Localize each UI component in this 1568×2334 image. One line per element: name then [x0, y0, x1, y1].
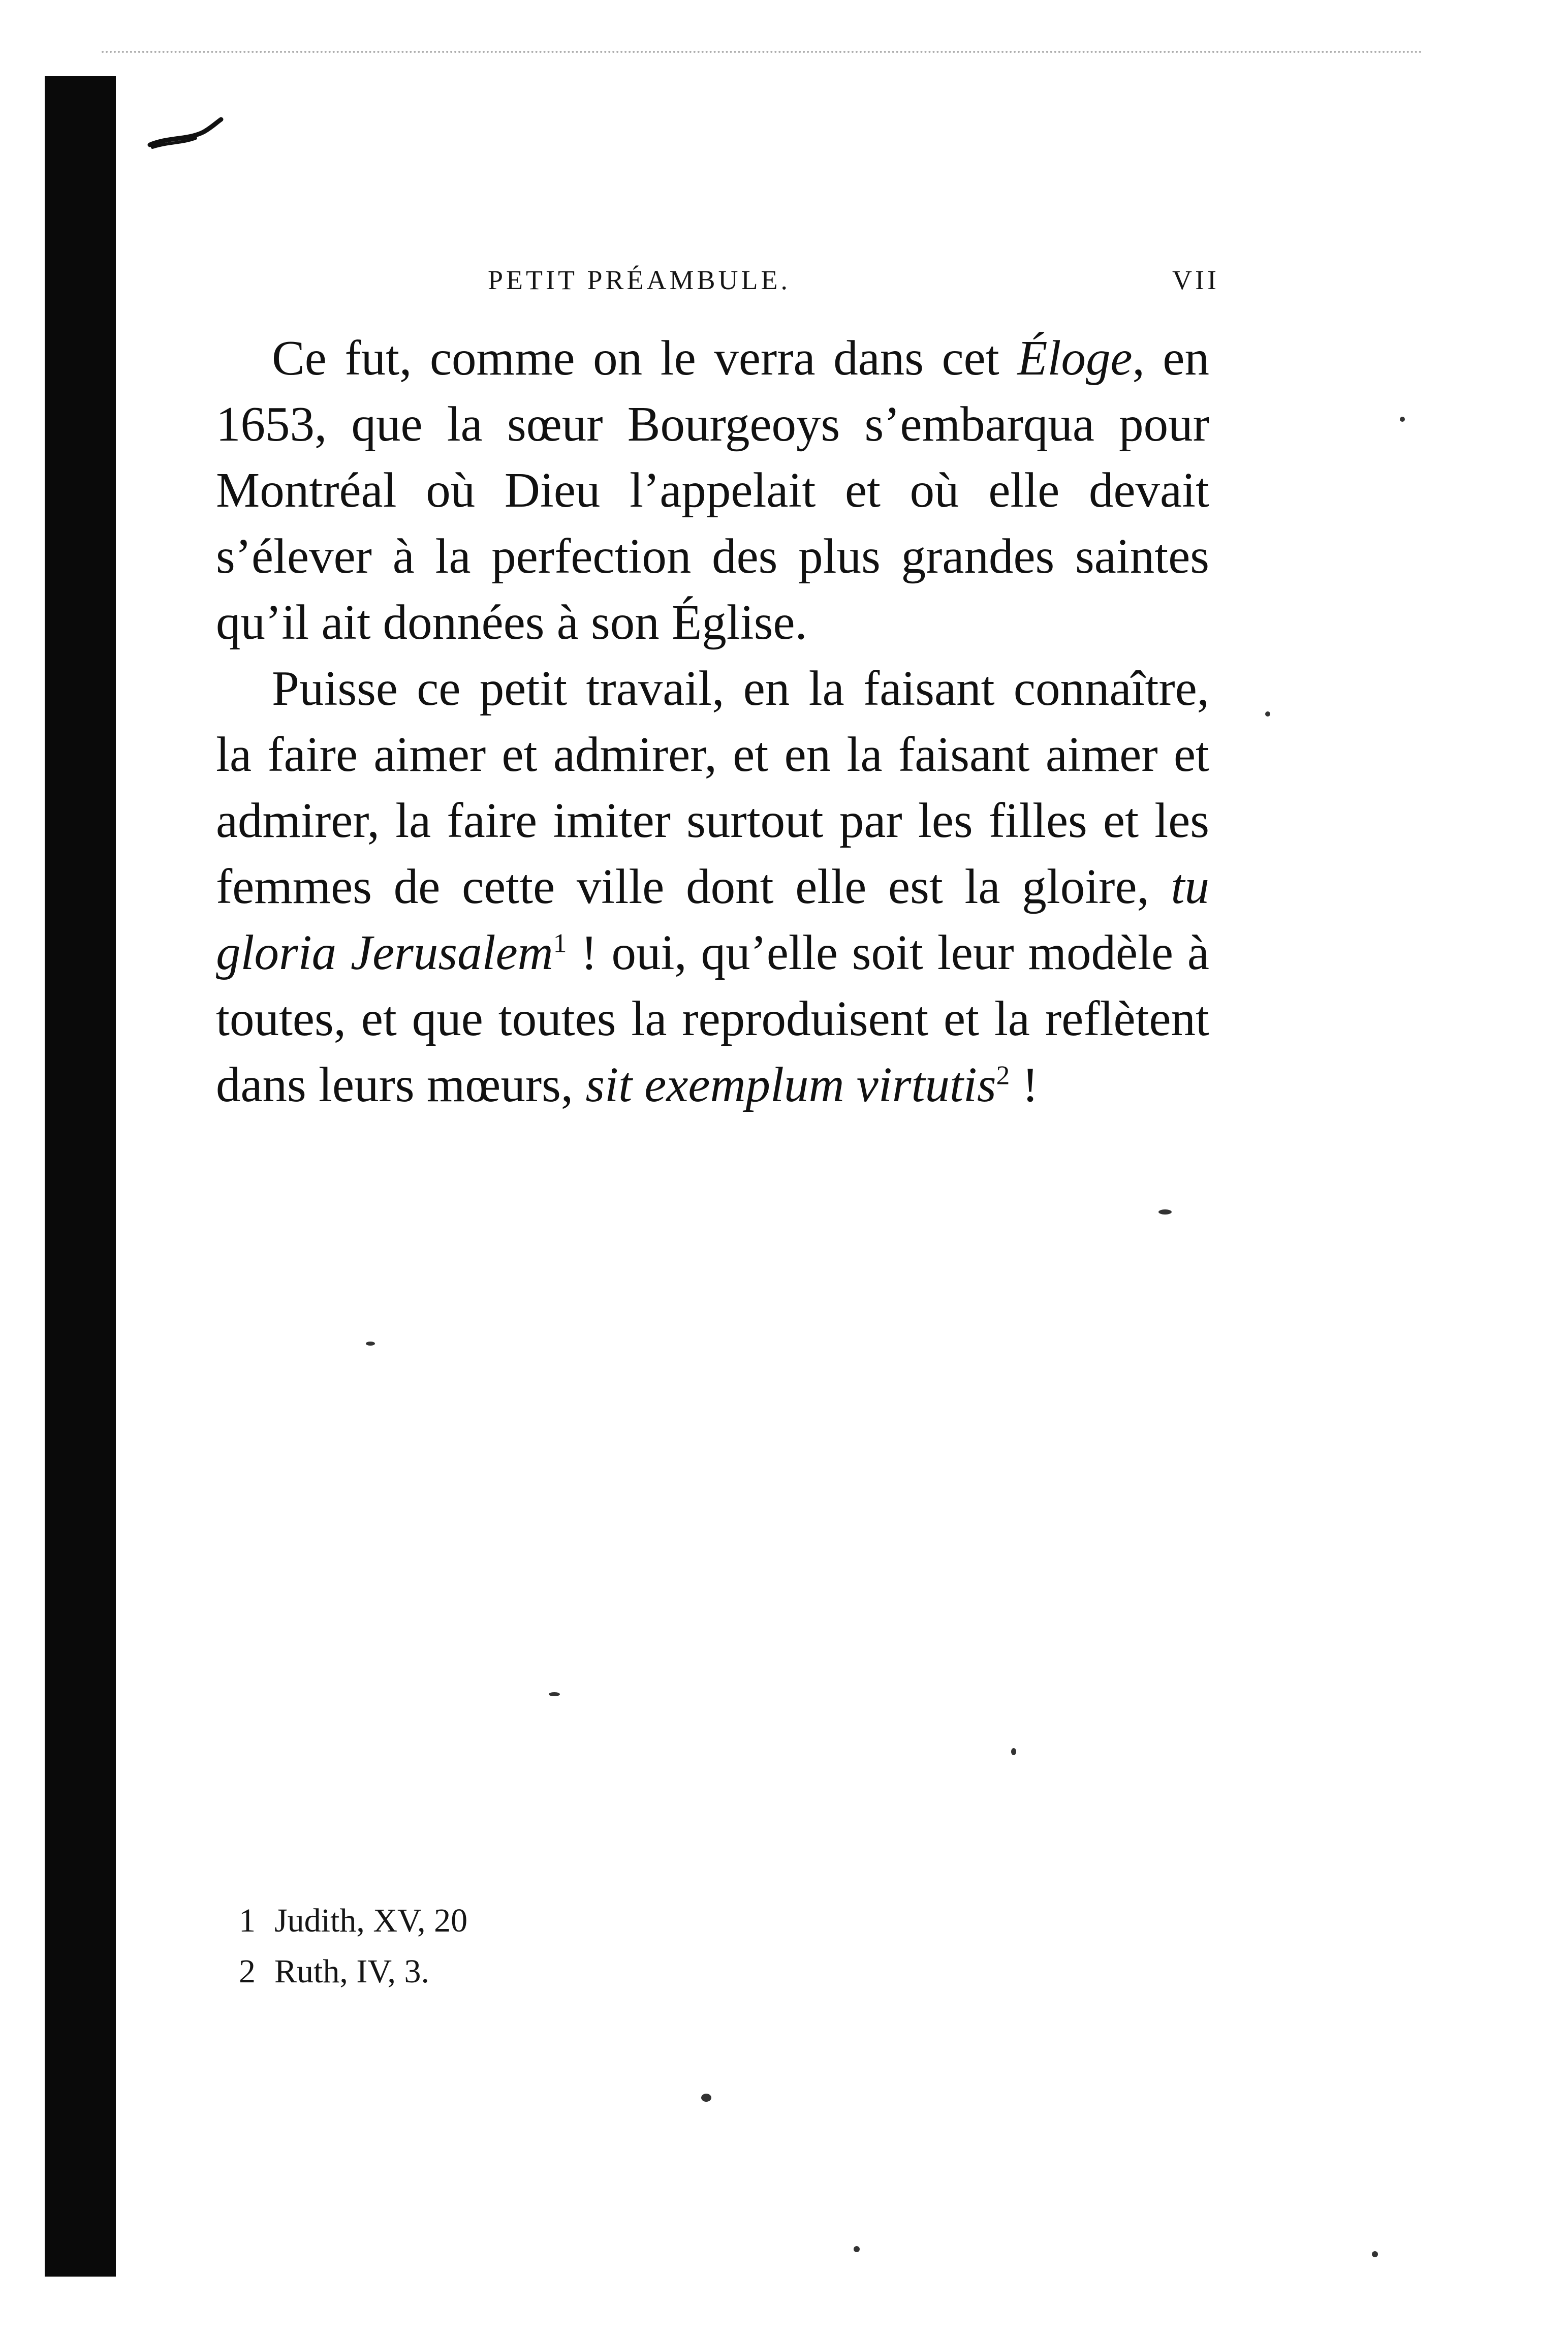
paragraph-2-text-c: ! [1010, 1057, 1039, 1112]
dust-speck [854, 2246, 860, 2252]
running-header [488, 264, 1219, 310]
paragraph-2-text-a: Puisse ce petit travail, en la faisant connaître, la faire aimer et admirer, et en la faisant aimer et admirer, la faire imiter surtout par les filles et les femmes de cette ville dont elle est la gloire, [216, 661, 1209, 914]
paragraph-1 [216, 325, 1209, 656]
dust-speck [1400, 417, 1405, 422]
paragraph-1-text-b: , en 1653, que la sœur Bourgeoys s’embarqua pour Montréal où Dieu l’appelait et où elle devait s’élever à la perfection des plus grandes saintes qu’il ait données à son Église. [216, 331, 1209, 649]
footnote [239, 1946, 696, 1997]
dust-speck [1265, 711, 1270, 717]
dust-speck [1011, 1748, 1016, 1755]
dust-speck [1372, 2251, 1378, 2257]
body-text [216, 325, 1209, 1118]
footnote-text: Ruth, IV, 3. [274, 1953, 429, 1990]
paragraph-1-text-a: Ce fut, comme on le verra dans cet [272, 331, 1018, 385]
footnote-ref-2: 2 [996, 1060, 1010, 1091]
dust-speck [701, 2094, 711, 2102]
footnote-number: 1 [239, 1902, 256, 1939]
paragraph-2-italic-quote-1: tu gloria Jerusalem [216, 859, 1209, 980]
running-header-title: PETIT PRÉAMBULE. [488, 265, 791, 295]
dust-speck [549, 1692, 560, 1696]
footnote-ref-1: 1 [553, 927, 567, 958]
paragraph-2 [216, 656, 1209, 1118]
paragraph-1-italic: Éloge [1017, 331, 1133, 385]
footnotes [239, 1895, 696, 1997]
footnote-number: 2 [239, 1953, 256, 1990]
paragraph-2-text-b: ! oui, qu’elle soit leur modèle à toutes, et que toutes la reproduisent et la reflètent dans leurs mœurs, [216, 925, 1209, 1112]
scan-edge-noise [102, 51, 1423, 73]
ink-stroke-mark [147, 117, 224, 152]
paragraph-2-italic-quote-2: sit exemplum virtutis [585, 1057, 996, 1112]
dust-speck [1158, 1209, 1172, 1215]
footnote [239, 1895, 696, 1946]
page-number: VII [1172, 265, 1219, 295]
footnote-text: Judith, XV, 20 [274, 1902, 468, 1939]
binding-shadow [45, 76, 116, 2277]
dust-speck [366, 1342, 375, 1346]
